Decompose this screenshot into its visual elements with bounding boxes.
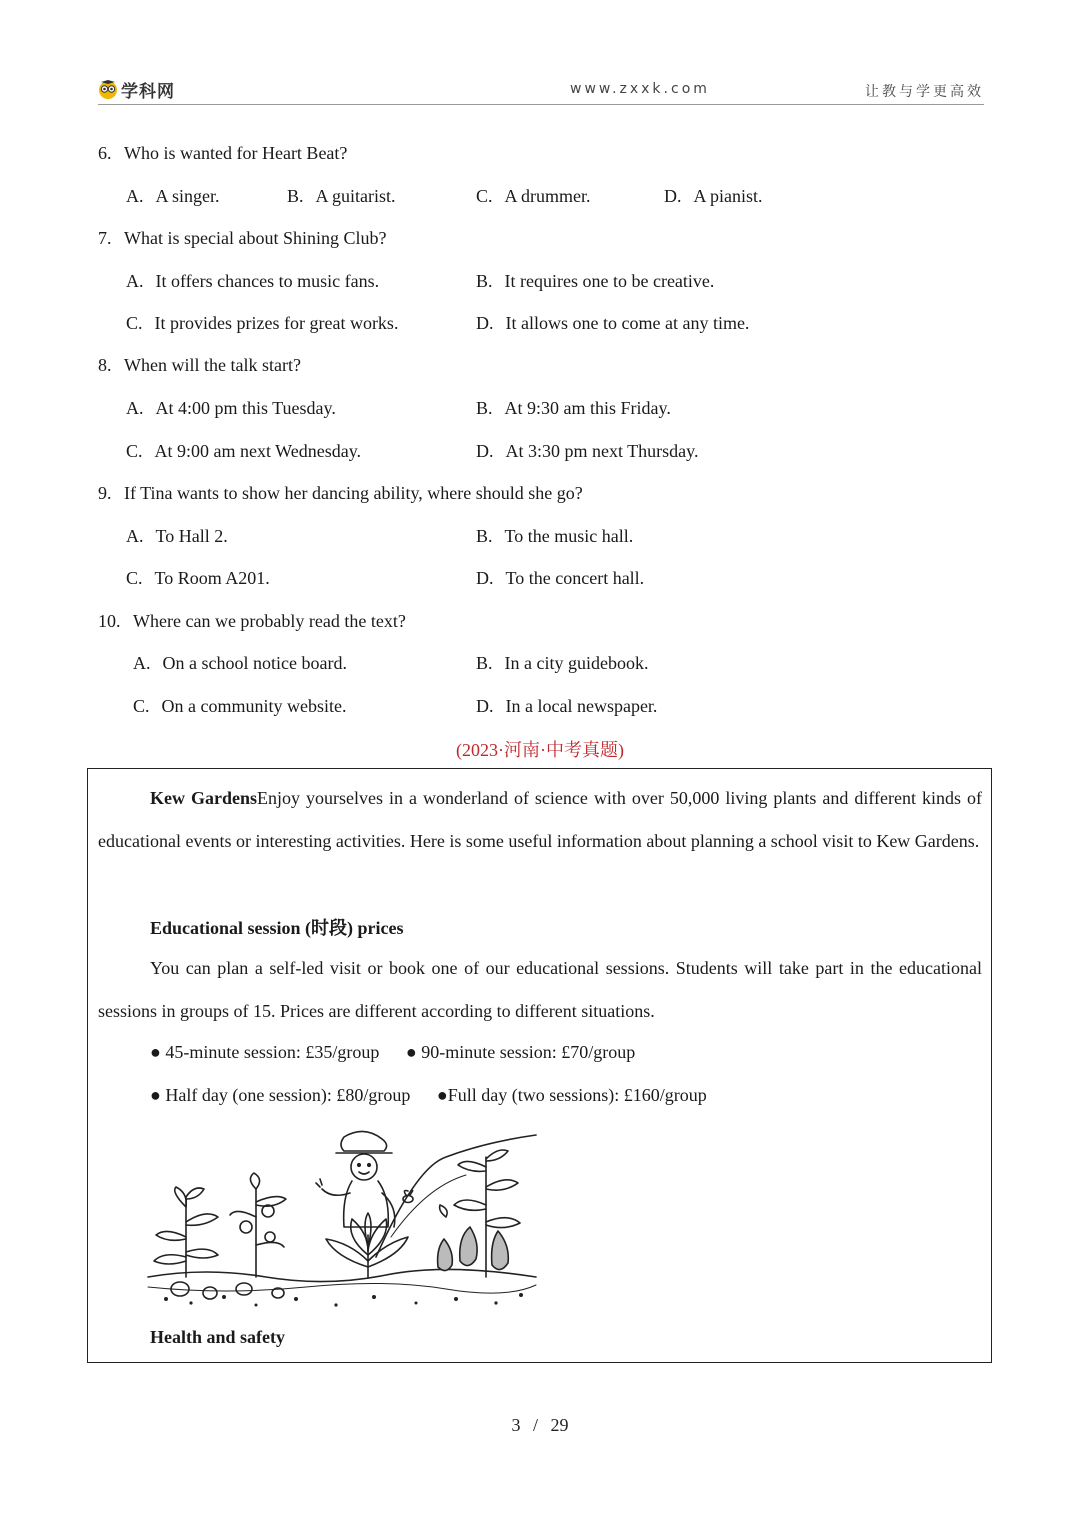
option-label: B.	[287, 186, 304, 206]
question-9-option-c[interactable]	[126, 567, 270, 589]
question-8-option-b[interactable]	[476, 397, 671, 419]
option-label: C.	[133, 696, 150, 716]
girl-gardening-illustration	[146, 1127, 538, 1313]
question-number: 10.	[98, 611, 121, 631]
question-8	[98, 354, 301, 376]
passage-intro-text: Enjoy yourselves in a wonderland of science with over 50,000 living plants and different kinds of educational events or interesting activities. Here is some useful information about planning a school visit to Kew Gardens.	[98, 788, 982, 851]
option-text: A singer.	[155, 186, 220, 206]
option-text: A drummer.	[504, 186, 591, 206]
question-number: 6.	[98, 143, 112, 163]
option-label: D.	[476, 568, 494, 588]
question-6-option-b[interactable]	[287, 185, 396, 207]
option-text: To the music hall.	[504, 526, 634, 546]
passage-intro-paragraph	[98, 777, 982, 862]
question-7-option-c[interactable]	[126, 312, 398, 334]
option-text: In a city guidebook.	[504, 653, 649, 673]
question-7	[98, 227, 386, 249]
price-bullet: ●Full day (two sessions): £160/group	[436, 1085, 707, 1105]
question-10-option-d[interactable]	[476, 695, 657, 717]
question-8-option-c[interactable]	[126, 440, 361, 462]
question-number: 8.	[98, 355, 112, 375]
option-label: A.	[126, 186, 144, 206]
option-text: On a community website.	[161, 696, 347, 716]
page-separator: /	[532, 1415, 538, 1435]
site-logo[interactable]	[98, 78, 175, 100]
question-6-option-d[interactable]	[664, 185, 763, 207]
page-current: 3	[511, 1415, 521, 1435]
option-label: C.	[126, 441, 143, 461]
option-label: A.	[126, 398, 144, 418]
option-text: At 9:30 am this Friday.	[504, 398, 671, 418]
prices-paragraph: You can plan a self-led visit or book one of our educational sessions. Students will take part in the educational sessions in groups of 15. Prices are different according to different situations.	[98, 958, 982, 1021]
option-text: It allows one to come at any time.	[505, 313, 750, 333]
price-bullet: ● 90-minute session: £70/group	[405, 1042, 636, 1062]
option-label: A.	[133, 653, 151, 673]
option-text: At 3:30 pm next Thursday.	[505, 441, 699, 461]
price-bullets-row-1	[150, 1042, 657, 1063]
question-9-option-d[interactable]	[476, 567, 644, 589]
option-label: D.	[664, 186, 682, 206]
option-label: B.	[476, 653, 493, 673]
option-text: It requires one to be creative.	[504, 271, 715, 291]
option-label: B.	[476, 526, 493, 546]
option-text: To Room A201.	[154, 568, 270, 588]
question-10	[98, 610, 406, 632]
question-text: What is special about Shining Club?	[124, 228, 387, 248]
option-label: A.	[126, 271, 144, 291]
option-text: In a local newspaper.	[505, 696, 658, 716]
option-text: On a school notice board.	[162, 653, 347, 673]
owl-logo-icon	[98, 79, 118, 99]
option-text: A guitarist.	[315, 186, 396, 206]
exam-source-label: (2023·河南·中考真题)	[456, 740, 624, 760]
passage-title: Kew Gardens	[150, 788, 257, 808]
option-label: B.	[476, 398, 493, 418]
option-text: At 4:00 pm this Tuesday.	[155, 398, 336, 418]
question-number: 7.	[98, 228, 112, 248]
option-label: C.	[476, 186, 493, 206]
option-label: D.	[476, 696, 494, 716]
question-8-option-d[interactable]	[476, 440, 698, 462]
option-text: To the concert hall.	[505, 568, 645, 588]
question-6-option-c[interactable]	[476, 185, 591, 207]
section-heading-prices: Educational session (时段) prices	[150, 918, 404, 938]
question-6-option-a[interactable]	[126, 185, 220, 207]
reading-passage-box	[87, 768, 992, 1363]
question-8-option-a[interactable]	[126, 397, 336, 419]
question-6	[98, 142, 347, 164]
option-text: It offers chances to music fans.	[155, 271, 380, 291]
option-label: A.	[126, 526, 144, 546]
page-total: 29	[550, 1415, 569, 1435]
option-label: C.	[126, 313, 143, 333]
question-7-option-d[interactable]	[476, 312, 749, 334]
price-bullets-row-2	[150, 1085, 729, 1106]
question-9	[98, 482, 583, 504]
logo-text: 学科网	[121, 81, 175, 102]
question-10-option-c[interactable]	[133, 695, 346, 717]
question-10-option-b[interactable]	[476, 652, 648, 674]
question-9-option-a[interactable]	[126, 525, 228, 547]
question-text: If Tina wants to show her dancing ability, where should she go?	[124, 483, 583, 503]
question-text: When will the talk start?	[124, 355, 301, 375]
page-number	[0, 1415, 1080, 1436]
option-text: To Hall 2.	[155, 526, 228, 546]
option-label: C.	[126, 568, 143, 588]
question-9-option-b[interactable]	[476, 525, 633, 547]
question-text: Who is wanted for Heart Beat?	[124, 143, 348, 163]
site-slogan: 让教与学更高效	[865, 84, 984, 100]
question-7-option-b[interactable]	[476, 270, 714, 292]
section-heading-health: Health and safety	[150, 1327, 285, 1347]
option-text: At 9:00 am next Wednesday.	[154, 441, 362, 461]
option-label: B.	[476, 271, 493, 291]
option-label: D.	[476, 313, 494, 333]
question-number: 9.	[98, 483, 112, 503]
price-bullet: ● 45-minute session: £35/group	[150, 1042, 380, 1062]
question-text: Where can we probably read the text?	[133, 611, 406, 631]
option-text: It provides prizes for great works.	[154, 313, 399, 333]
option-text: A pianist.	[693, 186, 763, 206]
site-url[interactable]: www.zxxk.com	[570, 81, 710, 97]
option-label: D.	[476, 441, 494, 461]
question-10-option-a[interactable]	[133, 652, 347, 674]
price-bullet: ● Half day (one session): £80/group	[150, 1085, 411, 1105]
question-7-option-a[interactable]	[126, 270, 379, 292]
page-header	[98, 74, 984, 105]
